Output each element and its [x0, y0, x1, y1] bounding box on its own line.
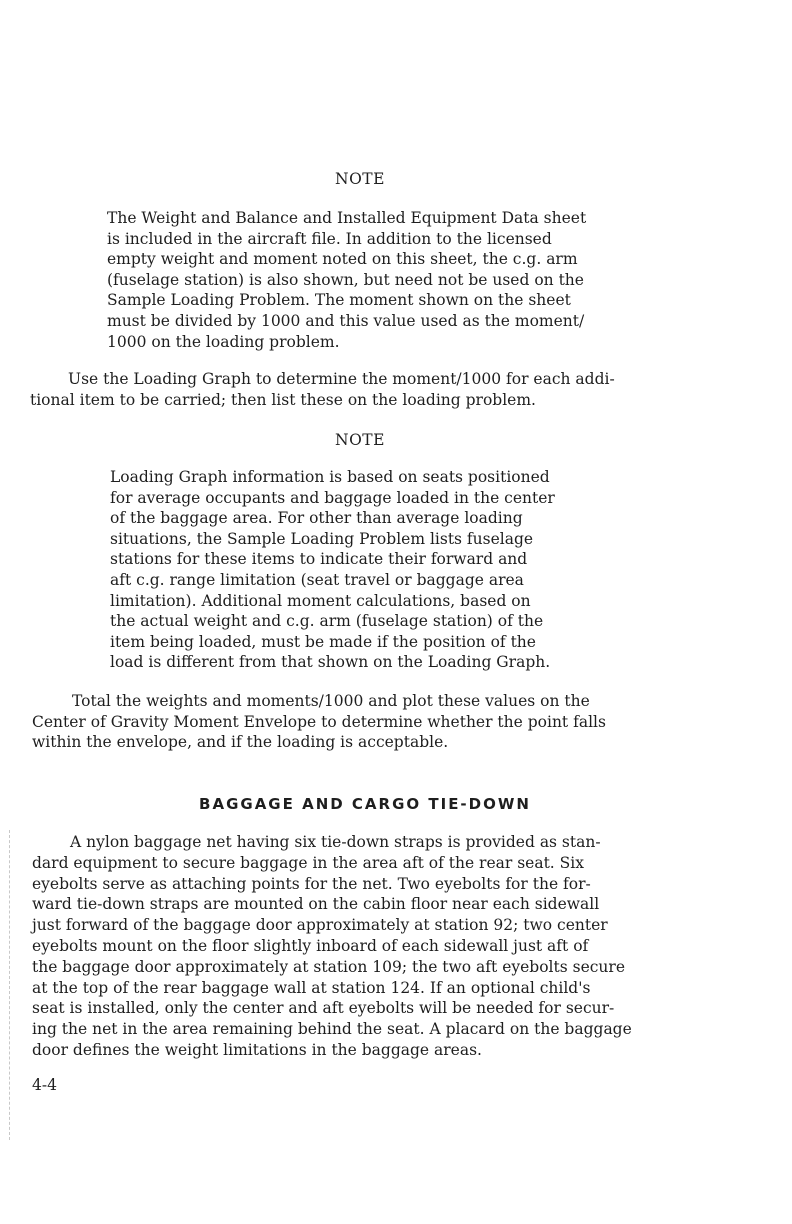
text-line: the baggage door approximately at station 109; the two aft eyebolts secure: [32, 957, 625, 976]
text-line: (fuselage station) is also shown, but need not be used on the: [107, 270, 584, 289]
text-line: A nylon baggage net having six tie-down straps is provided as stan-: [70, 833, 601, 851]
text-line: situations, the Sample Loading Problem lists fuselage: [110, 529, 534, 548]
text-line: seat is installed, only the center and aft eyebolts will be needed for secur-: [32, 999, 615, 1018]
text-line: dard equipment to secure baggage in the area aft of the rear seat. Six: [32, 853, 584, 872]
text-line: Total the weights and moments/1000 and plot these values on the: [72, 692, 590, 710]
margin-rule: [9, 830, 10, 1140]
text-line: stations for these items to indicate their forward and: [110, 550, 528, 569]
page-number: 4-4: [32, 1076, 57, 1094]
body-paragraph: [32, 691, 606, 753]
text-line: for average occupants and baggage loaded in the center: [110, 488, 555, 507]
text-line: the actual weight and c.g. arm (fuselage station) of the: [110, 612, 544, 631]
text-line: empty weight and moment noted on this sheet, the c.g. arm: [107, 250, 578, 269]
note-heading: NOTE: [335, 170, 385, 188]
text-line: aft c.g. range limitation (seat travel or baggage area: [110, 570, 524, 589]
text-line: Use the Loading Graph to determine the moment/1000 for each addi-: [68, 370, 615, 388]
body-paragraph: [30, 369, 615, 410]
text-line: The Weight and Balance and Installed Equipment Data sheet: [107, 209, 587, 227]
text-line: at the top of the rear baggage wall at station 124. If an optional child's: [32, 978, 591, 997]
text-line: ward tie-down straps are mounted on the cabin floor near each sidewall: [32, 895, 600, 914]
text-line: must be divided by 1000 and this value used as the moment/: [107, 311, 585, 330]
note-heading: NOTE: [335, 431, 385, 449]
text-line: door defines the weight limitations in the baggage areas.: [32, 1040, 482, 1059]
text-line: within the envelope, and if the loading is acceptable.: [32, 733, 449, 752]
text-line: item being loaded, must be made if the position of the: [110, 632, 536, 651]
text-line: limitation). Additional moment calculations, based on: [110, 591, 531, 610]
text-line: tional item to be carried; then list these on the loading problem.: [30, 390, 536, 409]
text-line: of the baggage area. For other than average loading: [110, 509, 523, 528]
text-line: Center of Gravity Moment Envelope to determine whether the point falls: [32, 712, 606, 731]
section-body: [32, 832, 632, 1061]
text-line: eyebolts mount on the floor slightly inboard of each sidewall just aft of: [32, 936, 589, 955]
text-line: eyebolts serve as attaching points for the net. Two eyebolts for the for-: [32, 874, 591, 893]
note-body: [110, 467, 555, 673]
text-line: Sample Loading Problem. The moment shown on the sheet: [107, 291, 571, 310]
text-line: load is different from that shown on the Loading Graph.: [110, 653, 551, 672]
note-body: [107, 208, 586, 352]
section-heading: BAGGAGE AND CARGO TIE-DOWN: [199, 795, 531, 813]
text-line: 1000 on the loading problem.: [107, 332, 340, 351]
text-line: Loading Graph information is based on seats positioned: [110, 468, 550, 486]
text-line: is included in the aircraft file. In addition to the licensed: [107, 229, 552, 248]
text-line: just forward of the baggage door approximately at station 92; two center: [32, 916, 608, 935]
text-line: ing the net in the area remaining behind the seat. A placard on the baggage: [32, 1020, 632, 1039]
